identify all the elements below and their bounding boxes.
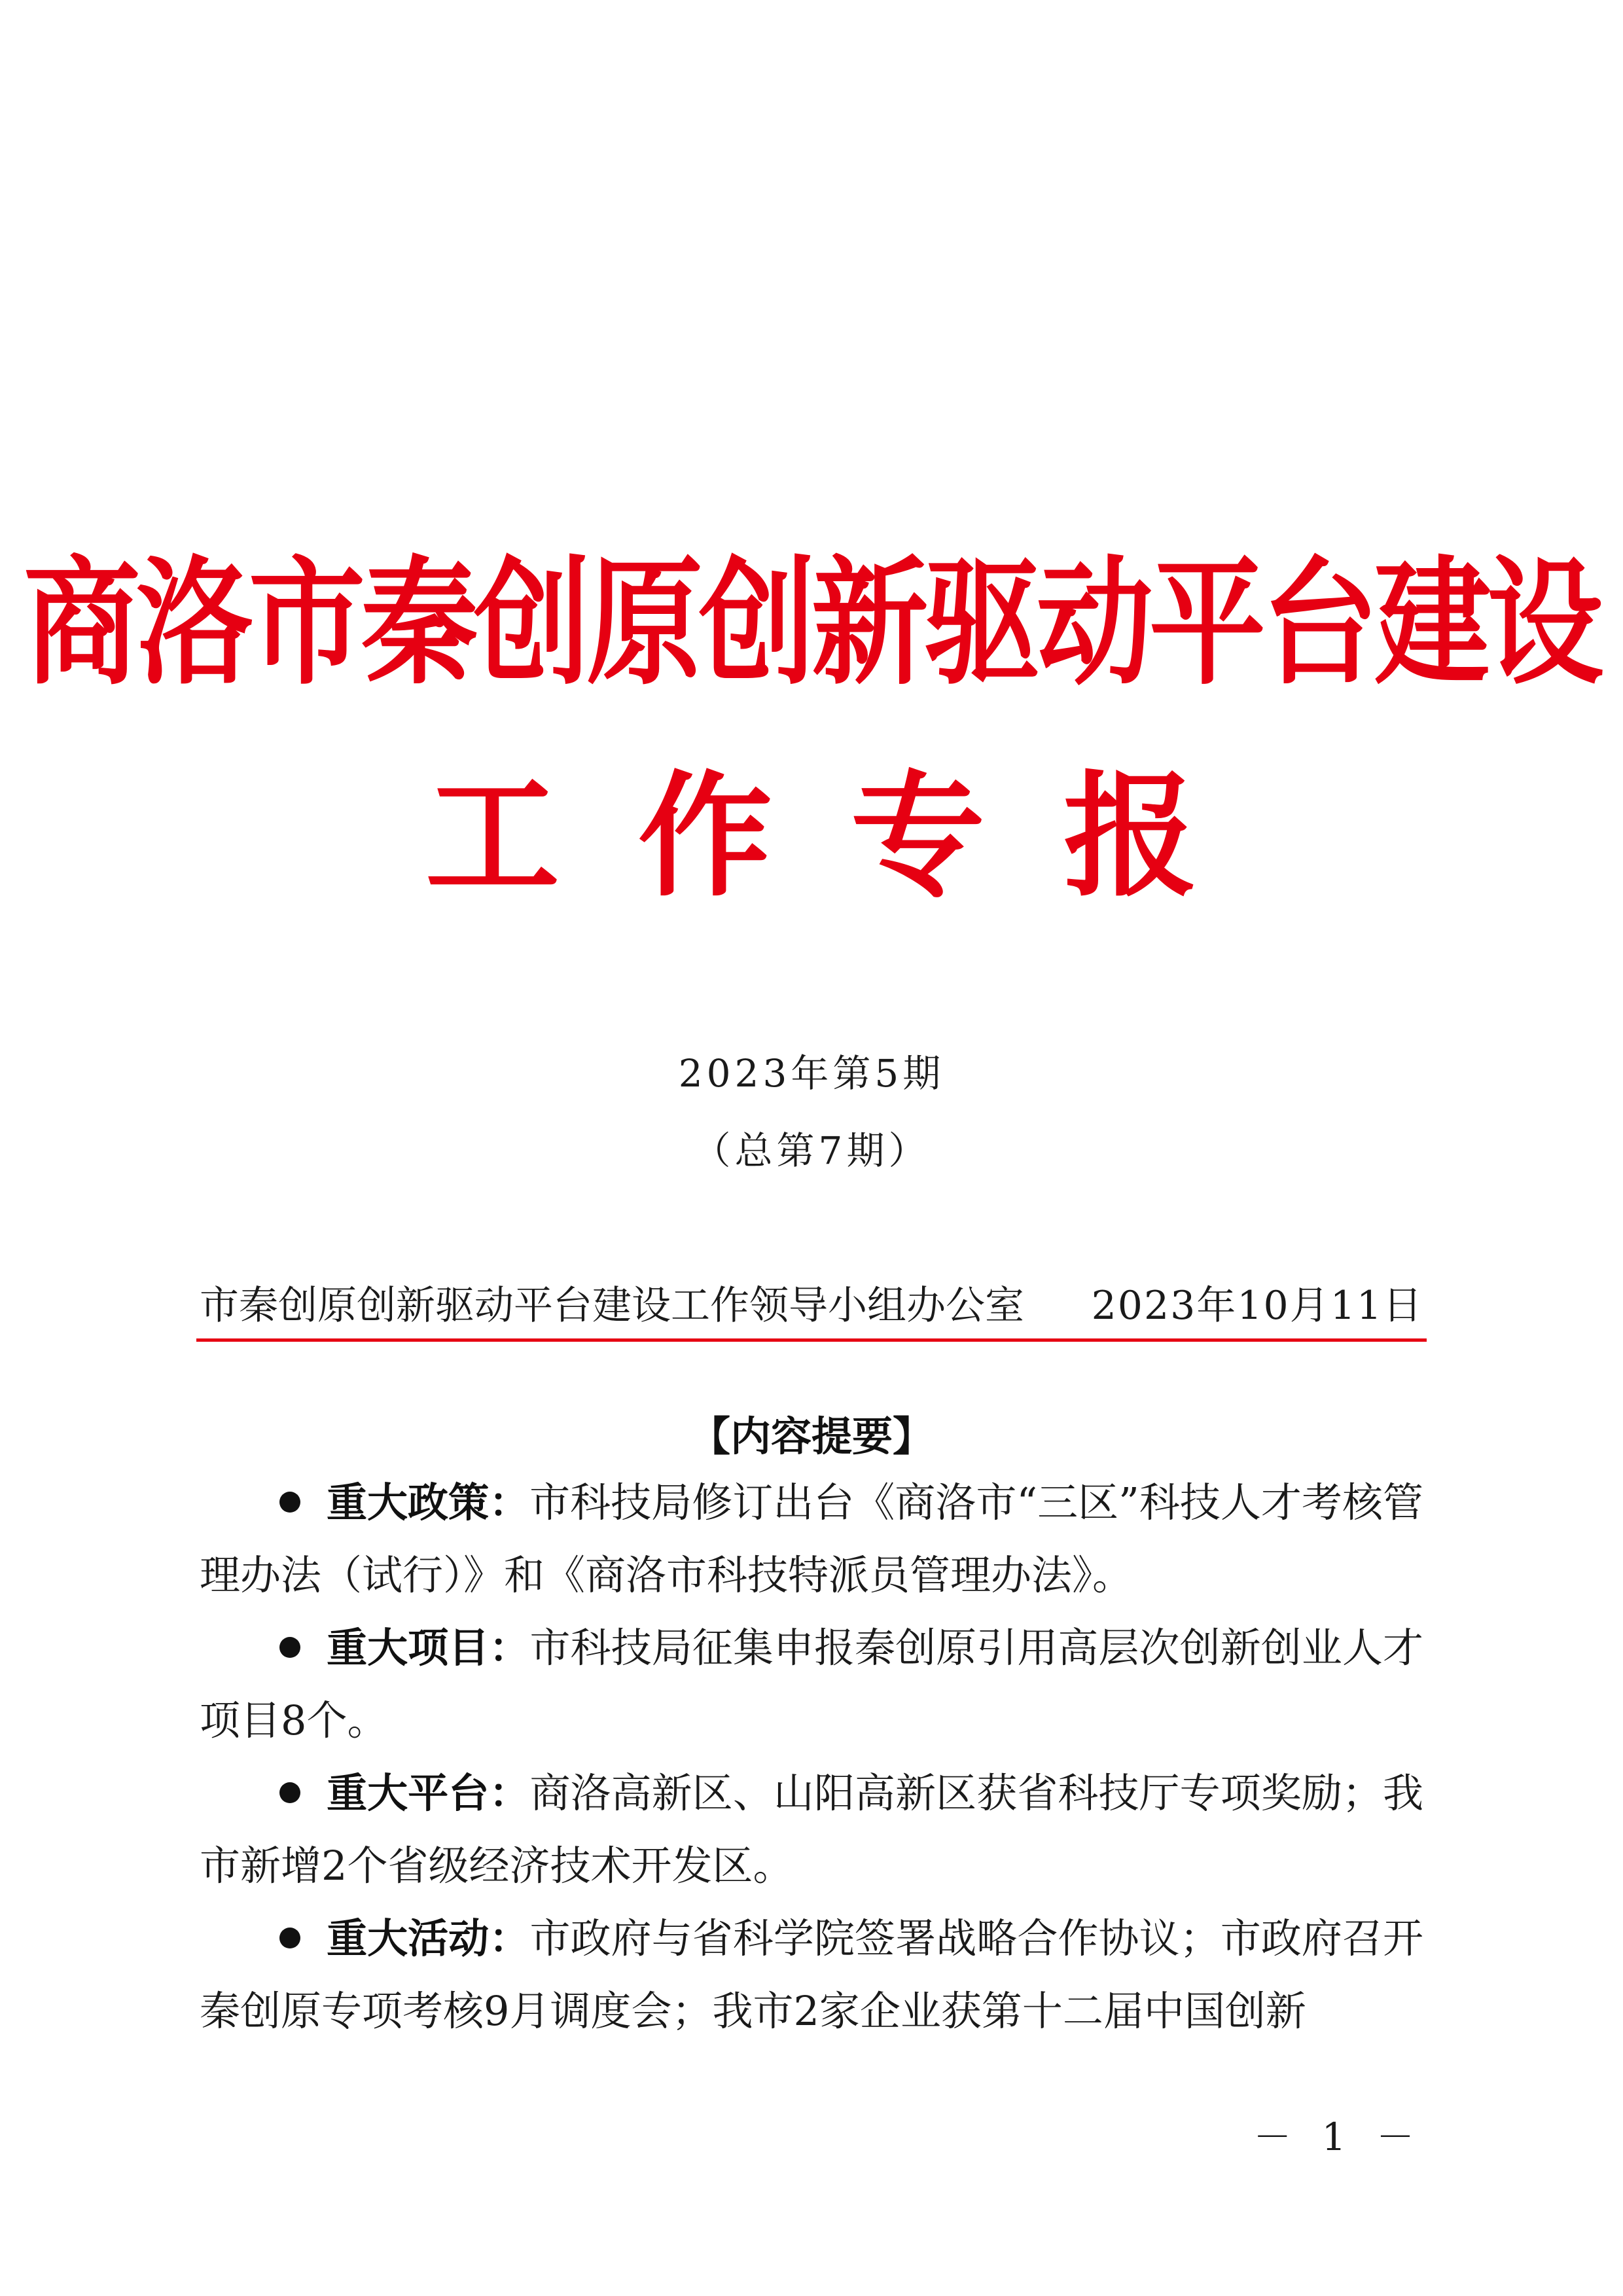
bullet-icon [279,1492,300,1513]
summary-item-text: 商洛高新区、山阳高新区获省科技厅专项奖励；我市新增2个省级经济技术开发区。 [200,1769,1423,1890]
masthead-title: 商洛市秦创原创新驱动平台建设 [24,543,1599,704]
issuing-office: 市秦创原创新驱动平台建设工作领导小组办公室 [200,1283,1024,1329]
summary-item-label: 重大活动： [327,1914,530,1962]
page-number: － 1 － [1253,2115,1423,2159]
summary-item-text: 市科技局修订出台《商洛市“三区”科技人才考核管理办法（试行）》和《商洛市科技特派员管理办法》。 [200,1479,1423,1599]
summary-item-label: 重大项目： [327,1624,530,1672]
summary-item-policy [200,1466,1423,1611]
summary-item-activities [200,1902,1423,2047]
issue-date: 2023年10月11日 [1091,1283,1423,1329]
summary-item-label: 重大平台： [327,1769,530,1817]
summary-item-text: 市科技局征集申报秦创原引用高层次创新创业人才项目8个。 [200,1624,1423,1744]
issue-number: 2023年第5期 [678,1051,945,1096]
summary-heading: 【内容提要】 [689,1412,933,1460]
red-divider-line [196,1338,1427,1342]
summary-list [200,1466,1423,2047]
summary-item-projects [200,1611,1423,1757]
summary-item-platforms [200,1757,1423,1902]
bullet-icon [279,1637,300,1658]
summary-item-label: 重大政策： [327,1479,530,1526]
bullet-icon [279,1928,300,1948]
summary-item-text: 市政府与省科学院签署战略合作协议；市政府召开秦创原专项考核9月调度会；我市2家企业获第十二届中国创新 [200,1914,1423,2035]
masthead-subtitle: 工作专报 [425,758,1276,915]
issue-total-number: （总第7期） [692,1128,931,1173]
issuer-row [200,1276,1423,1335]
bullet-icon [279,1782,300,1803]
